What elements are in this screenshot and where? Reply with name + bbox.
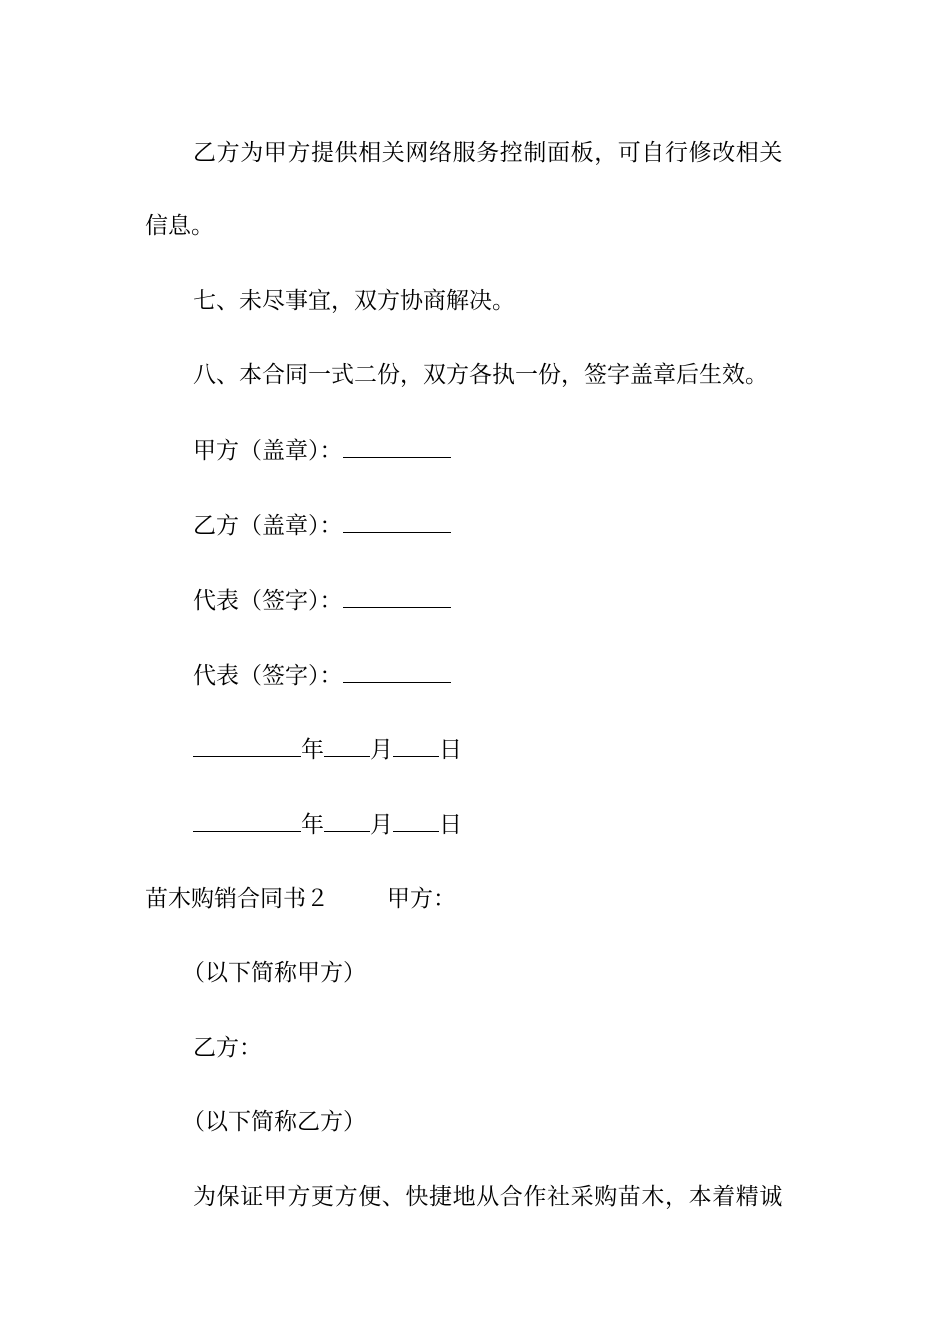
rep-sign-blank-2 — [343, 660, 451, 683]
paragraph-control-panel: 乙方为甲方提供相关网络服务控制面板，可自行修改相关 — [193, 140, 783, 166]
year-blank-2 — [193, 809, 301, 832]
date-row-2 — [193, 809, 462, 840]
year-label-2: 年 — [301, 812, 324, 838]
contract-two-title: 苗木购销合同书２ — [145, 886, 329, 912]
rep-sign-label-1: 代表（签字）： — [193, 588, 343, 614]
day-label-2: 日 — [439, 812, 462, 838]
party-b-seal-label: 乙方（盖章）： — [193, 513, 343, 539]
clause-eight: 八、本合同一式二份，双方各执一份，签字盖章后生效。 — [193, 362, 768, 388]
party-a-seal-row — [193, 435, 451, 466]
day-blank-2 — [393, 809, 439, 832]
day-blank-1 — [393, 734, 439, 757]
rep-sign-row-1 — [193, 585, 451, 616]
month-blank-2 — [324, 809, 370, 832]
rep-sign-row-2 — [193, 660, 451, 691]
party-a-note: （以下简称甲方） — [182, 960, 366, 986]
contract-two-party-a-label: 甲方： — [387, 886, 456, 912]
paragraph-control-panel-cont: 信息。 — [145, 213, 214, 239]
party-b-note: （以下简称乙方） — [182, 1109, 366, 1135]
rep-sign-blank-1 — [343, 585, 451, 608]
date-row-1 — [193, 734, 462, 765]
month-label-1: 月 — [370, 737, 393, 763]
party-b-seal-row — [193, 510, 451, 541]
party-a-seal-label: 甲方（盖章）： — [193, 438, 343, 464]
contract-two-intro: 为保证甲方更方便、快捷地从合作社采购苗木，本着精诚 — [193, 1184, 783, 1210]
party-b-seal-blank — [343, 510, 451, 533]
rep-sign-label-2: 代表（签字）： — [193, 663, 343, 689]
day-label-1: 日 — [439, 737, 462, 763]
year-blank-1 — [193, 734, 301, 757]
contract-two-party-b-label: 乙方： — [193, 1035, 262, 1061]
month-label-2: 月 — [370, 812, 393, 838]
year-label-1: 年 — [301, 737, 324, 763]
contract-two-heading-row — [145, 884, 456, 914]
party-a-seal-blank — [343, 435, 451, 458]
month-blank-1 — [324, 734, 370, 757]
clause-seven: 七、未尽事宜，双方协商解决。 — [193, 288, 515, 314]
